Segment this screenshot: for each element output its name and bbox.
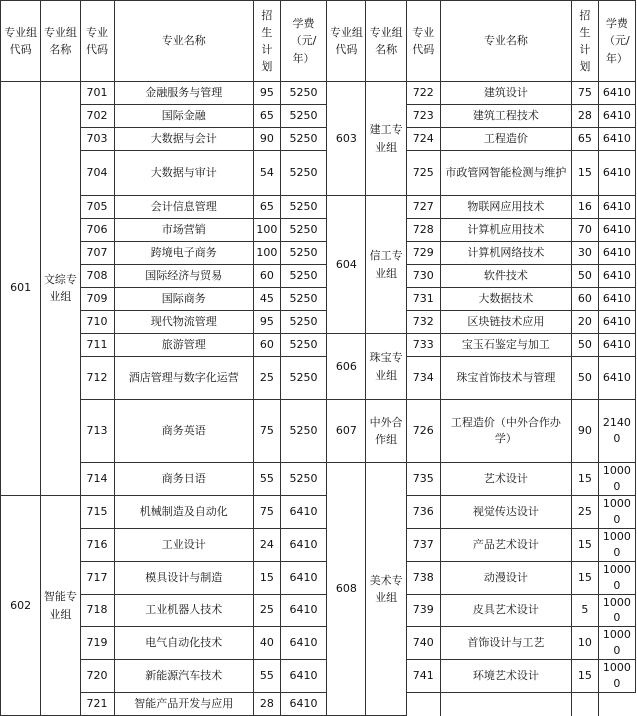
major-name-cell: 机械制造及自动化 — [114, 495, 253, 528]
plan-cell: 90 — [571, 400, 598, 463]
major-name-cell: 新能源汽车技术 — [114, 660, 253, 693]
major-name-cell: 国际经济与贸易 — [114, 265, 253, 288]
major-name-cell: 首饰设计与工艺 — [440, 627, 571, 660]
major-name-cell: 区块链技术应用 — [440, 311, 571, 334]
major-code-cell: 741 — [406, 660, 440, 693]
major-code-cell: 738 — [406, 561, 440, 594]
major-code-cell: 727 — [406, 196, 440, 219]
plan-cell: 15 — [571, 561, 598, 594]
plan-cell: 16 — [571, 196, 598, 219]
fee-cell: 6410 — [598, 219, 635, 242]
header-plan: 招生计划 — [253, 1, 280, 82]
plan-cell: 100 — [253, 242, 280, 265]
major-code-cell: 732 — [406, 311, 440, 334]
major-name-cell: 金融服务与管理 — [114, 82, 253, 105]
empty-cell — [406, 693, 440, 716]
major-code-cell: 704 — [80, 151, 114, 196]
major-code-cell: 726 — [406, 400, 440, 463]
major-code-cell: 713 — [80, 400, 114, 463]
plan-cell: 15 — [571, 151, 598, 196]
plan-cell: 65 — [253, 105, 280, 128]
major-code-cell: 728 — [406, 219, 440, 242]
major-code-cell: 734 — [406, 357, 440, 400]
plan-cell: 60 — [571, 288, 598, 311]
fee-cell: 6410 — [598, 128, 635, 151]
major-code-cell: 709 — [80, 288, 114, 311]
major-code-cell: 722 — [406, 82, 440, 105]
major-code-cell: 739 — [406, 594, 440, 627]
fee-cell: 5250 — [280, 105, 326, 128]
fee-cell: 5250 — [280, 334, 326, 357]
table-row — [1, 196, 636, 219]
major-name-cell: 珠宝首饰技术与管理 — [440, 357, 571, 400]
fee-cell: 5250 — [280, 400, 326, 463]
fee-cell: 5250 — [280, 196, 326, 219]
major-name-cell: 国际金融 — [114, 105, 253, 128]
fee-cell: 6410 — [280, 627, 326, 660]
group-code-cell: 608 — [327, 463, 366, 716]
group-code-cell: 601 — [1, 82, 41, 496]
header-major-name: 专业名称 — [440, 1, 571, 82]
plan-cell: 25 — [571, 495, 598, 528]
fee-cell: 5250 — [280, 311, 326, 334]
major-name-cell: 现代物流管理 — [114, 311, 253, 334]
table-row — [1, 242, 636, 265]
fee-cell: 6410 — [280, 495, 326, 528]
empty-cell — [598, 693, 635, 716]
major-name-cell: 计算机应用技术 — [440, 219, 571, 242]
major-name-cell: 大数据与会计 — [114, 128, 253, 151]
group-code-cell: 607 — [327, 400, 366, 463]
plan-cell: 95 — [253, 311, 280, 334]
header-fee: 学费（元/年） — [280, 1, 326, 82]
header-major-code: 专业代码 — [406, 1, 440, 82]
fee-cell: 6410 — [598, 82, 635, 105]
table-row — [1, 400, 636, 463]
table-row — [1, 660, 636, 693]
table-row — [1, 528, 636, 561]
group-name-cell: 智能专业组 — [41, 495, 80, 715]
fee-cell: 6410 — [598, 265, 635, 288]
major-name-cell: 智能产品开发与应用 — [114, 693, 253, 716]
table-row — [1, 82, 636, 105]
plan-cell: 25 — [253, 357, 280, 400]
fee-cell: 6410 — [598, 288, 635, 311]
fee-cell: 5250 — [280, 265, 326, 288]
fee-cell: 10000 — [598, 463, 635, 496]
major-name-cell: 艺术设计 — [440, 463, 571, 496]
plan-cell: 15 — [253, 561, 280, 594]
header-group-code: 专业组代码 — [1, 1, 41, 82]
major-code-cell: 714 — [80, 463, 114, 496]
major-name-cell: 商务英语 — [114, 400, 253, 463]
fee-cell: 6410 — [598, 334, 635, 357]
major-code-cell: 718 — [80, 594, 114, 627]
plan-cell: 50 — [571, 357, 598, 400]
major-code-cell: 701 — [80, 82, 114, 105]
major-name-cell: 商务日语 — [114, 463, 253, 496]
group-code-cell: 606 — [327, 334, 366, 400]
major-code-cell: 721 — [80, 693, 114, 716]
major-name-cell: 工业设计 — [114, 528, 253, 561]
table-row — [1, 495, 636, 528]
fee-cell: 6410 — [598, 311, 635, 334]
plan-cell: 60 — [253, 334, 280, 357]
empty-cell — [440, 693, 571, 716]
fee-cell: 10000 — [598, 660, 635, 693]
major-code-cell: 719 — [80, 627, 114, 660]
header-group-name: 专业组名称 — [366, 1, 406, 82]
fee-cell: 10000 — [598, 627, 635, 660]
plan-cell: 30 — [571, 242, 598, 265]
plan-cell: 95 — [253, 82, 280, 105]
major-name-cell: 建筑设计 — [440, 82, 571, 105]
major-code-cell: 731 — [406, 288, 440, 311]
table-row — [1, 288, 636, 311]
group-code-cell: 604 — [327, 196, 366, 334]
group-name-cell: 建工专业组 — [366, 82, 406, 196]
group-name-cell: 珠宝专业组 — [366, 334, 406, 400]
major-name-cell: 旅游管理 — [114, 334, 253, 357]
plan-cell: 100 — [253, 219, 280, 242]
table-row — [1, 693, 636, 716]
group-code-cell: 602 — [1, 495, 41, 715]
major-name-cell: 模具设计与制造 — [114, 561, 253, 594]
fee-cell: 5250 — [280, 151, 326, 196]
fee-cell: 5250 — [280, 82, 326, 105]
fee-cell: 6410 — [598, 196, 635, 219]
plan-cell: 15 — [571, 528, 598, 561]
major-code-cell: 723 — [406, 105, 440, 128]
plan-cell: 75 — [253, 495, 280, 528]
major-name-cell: 市政管网智能检测与维护 — [440, 151, 571, 196]
major-code-cell: 702 — [80, 105, 114, 128]
fee-cell: 6410 — [280, 594, 326, 627]
fee-cell: 10000 — [598, 561, 635, 594]
plan-cell: 65 — [571, 128, 598, 151]
table-row — [1, 334, 636, 357]
table-row — [1, 105, 636, 128]
group-name-cell: 信工专业组 — [366, 196, 406, 334]
major-name-cell: 视觉传达设计 — [440, 495, 571, 528]
plan-cell: 55 — [253, 660, 280, 693]
major-code-cell: 720 — [80, 660, 114, 693]
plan-cell: 28 — [571, 105, 598, 128]
major-code-cell: 708 — [80, 265, 114, 288]
group-name-cell: 中外合作组 — [366, 400, 406, 463]
header-row — [1, 1, 636, 82]
table-row — [1, 265, 636, 288]
fee-cell: 6410 — [280, 660, 326, 693]
plan-cell: 75 — [571, 82, 598, 105]
major-name-cell: 动漫设计 — [440, 561, 571, 594]
plan-cell: 75 — [253, 400, 280, 463]
fee-cell: 5250 — [280, 219, 326, 242]
major-code-cell: 703 — [80, 128, 114, 151]
plan-cell: 50 — [571, 265, 598, 288]
fee-cell: 10000 — [598, 528, 635, 561]
plan-cell: 10 — [571, 627, 598, 660]
major-code-cell: 717 — [80, 561, 114, 594]
table-row — [1, 561, 636, 594]
plan-cell: 45 — [253, 288, 280, 311]
fee-cell: 10000 — [598, 495, 635, 528]
header-group-code: 专业组代码 — [327, 1, 366, 82]
plan-cell: 60 — [253, 265, 280, 288]
major-code-cell: 733 — [406, 334, 440, 357]
major-code-cell: 736 — [406, 495, 440, 528]
major-name-cell: 工程造价（中外合作办学） — [440, 400, 571, 463]
plan-cell: 5 — [571, 594, 598, 627]
major-name-cell: 市场营销 — [114, 219, 253, 242]
plan-cell: 24 — [253, 528, 280, 561]
plan-cell: 50 — [571, 334, 598, 357]
header-plan: 招生计划 — [571, 1, 598, 82]
table-row — [1, 357, 636, 400]
plan-cell: 15 — [571, 660, 598, 693]
plan-cell: 70 — [571, 219, 598, 242]
table-row — [1, 627, 636, 660]
major-name-cell: 软件技术 — [440, 265, 571, 288]
major-name-cell: 工业机器人技术 — [114, 594, 253, 627]
major-code-cell: 705 — [80, 196, 114, 219]
table-row — [1, 311, 636, 334]
major-name-cell: 工程造价 — [440, 128, 571, 151]
plan-cell: 65 — [253, 196, 280, 219]
plan-cell: 15 — [571, 463, 598, 496]
plan-cell: 54 — [253, 151, 280, 196]
header-major-code: 专业代码 — [80, 1, 114, 82]
major-name-cell: 皮具艺术设计 — [440, 594, 571, 627]
major-name-cell: 国际商务 — [114, 288, 253, 311]
major-code-cell: 735 — [406, 463, 440, 496]
major-code-cell: 737 — [406, 528, 440, 561]
plan-cell: 40 — [253, 627, 280, 660]
fee-cell: 6410 — [280, 693, 326, 716]
major-name-cell: 酒店管理与数字化运营 — [114, 357, 253, 400]
fee-cell: 6410 — [598, 242, 635, 265]
fee-cell: 5250 — [280, 357, 326, 400]
major-name-cell: 物联网应用技术 — [440, 196, 571, 219]
major-name-cell: 建筑工程技术 — [440, 105, 571, 128]
major-code-cell: 740 — [406, 627, 440, 660]
fee-cell: 5250 — [280, 463, 326, 496]
major-code-cell: 725 — [406, 151, 440, 196]
major-name-cell: 环境艺术设计 — [440, 660, 571, 693]
major-code-cell: 712 — [80, 357, 114, 400]
major-name-cell: 会计信息管理 — [114, 196, 253, 219]
major-code-cell: 710 — [80, 311, 114, 334]
major-code-cell: 715 — [80, 495, 114, 528]
major-code-cell: 716 — [80, 528, 114, 561]
major-name-cell: 大数据技术 — [440, 288, 571, 311]
major-name-cell: 计算机网络技术 — [440, 242, 571, 265]
table-row — [1, 594, 636, 627]
fee-cell: 5250 — [280, 128, 326, 151]
table-row — [1, 219, 636, 242]
major-code-cell: 730 — [406, 265, 440, 288]
plan-cell: 28 — [253, 693, 280, 716]
plan-cell: 90 — [253, 128, 280, 151]
plan-cell: 20 — [571, 311, 598, 334]
fee-cell: 6410 — [280, 528, 326, 561]
major-name-cell: 产品艺术设计 — [440, 528, 571, 561]
major-code-cell: 711 — [80, 334, 114, 357]
header-fee: 学费（元/年） — [598, 1, 635, 82]
empty-cell — [571, 693, 598, 716]
major-code-cell: 729 — [406, 242, 440, 265]
major-code-cell: 724 — [406, 128, 440, 151]
group-code-cell: 603 — [327, 82, 366, 196]
table-row — [1, 151, 636, 196]
fee-cell: 5250 — [280, 242, 326, 265]
fee-cell: 6410 — [598, 151, 635, 196]
group-name-cell: 美术专业组 — [366, 463, 406, 716]
major-code-cell: 706 — [80, 219, 114, 242]
fee-cell: 6410 — [598, 357, 635, 400]
fee-cell: 10000 — [598, 594, 635, 627]
table-row — [1, 128, 636, 151]
fee-cell: 6410 — [598, 105, 635, 128]
fee-cell: 6410 — [280, 561, 326, 594]
header-major-name: 专业名称 — [114, 1, 253, 82]
plan-cell: 55 — [253, 463, 280, 496]
major-code-cell: 707 — [80, 242, 114, 265]
major-name-cell: 大数据与审计 — [114, 151, 253, 196]
group-name-cell: 文综专业组 — [41, 82, 80, 496]
major-name-cell: 跨境电子商务 — [114, 242, 253, 265]
major-name-cell: 宝玉石鉴定与加工 — [440, 334, 571, 357]
fee-cell: 21400 — [598, 400, 635, 463]
major-name-cell: 电气自动化技术 — [114, 627, 253, 660]
plan-cell: 25 — [253, 594, 280, 627]
fee-cell: 5250 — [280, 288, 326, 311]
header-group-name: 专业组名称 — [41, 1, 80, 82]
table-row — [1, 463, 636, 496]
